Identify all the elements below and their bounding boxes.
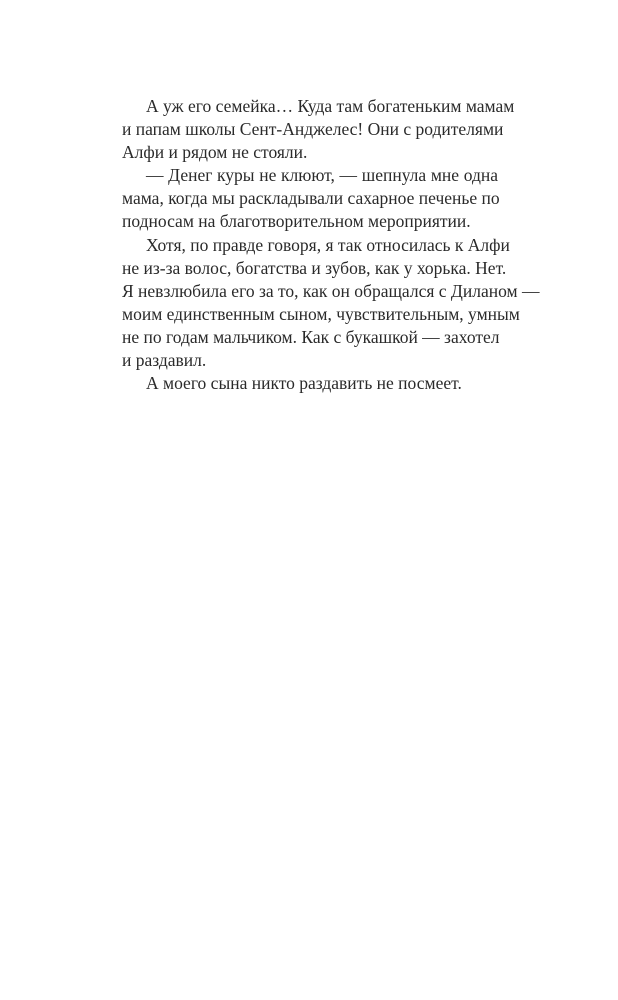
text-line: А моего сына никто раздавить не посмеет.: [146, 373, 462, 394]
text-line: Я невзлюбила его за то, как он обращался с Диланом —: [122, 280, 540, 301]
text-line: не по годам мальчиком. Как с букашкой — захотел: [122, 326, 500, 347]
paragraph: [122, 95, 515, 164]
text-line: мама, когда мы раскладывали сахарное печенье по: [122, 188, 500, 209]
text-line: и раздавил.: [122, 350, 207, 371]
text-line: и папам школы Сент-Анджелес! Они с родителями: [122, 119, 504, 140]
page-body-text: [122, 95, 540, 395]
paragraph: [122, 372, 498, 395]
paragraph: [122, 164, 498, 233]
text-line: Хотя, по правде говоря, я так относилась к Алфи: [146, 234, 510, 255]
text-line: подносам на благотворительном мероприятии.: [122, 211, 471, 232]
text-line: А уж его семейка… Куда там богатеньким мамам: [146, 96, 515, 116]
text-line: — Денег куры не клюют, — шепнула мне одна: [146, 165, 498, 186]
text-line: не из-за волос, богатства и зубов, как у хорька. Нет.: [122, 257, 507, 278]
text-line: Алфи и рядом не стояли.: [122, 142, 308, 163]
text-line: моим единственным сыном, чувствительным, умным: [122, 303, 520, 324]
paragraph: [122, 234, 540, 373]
